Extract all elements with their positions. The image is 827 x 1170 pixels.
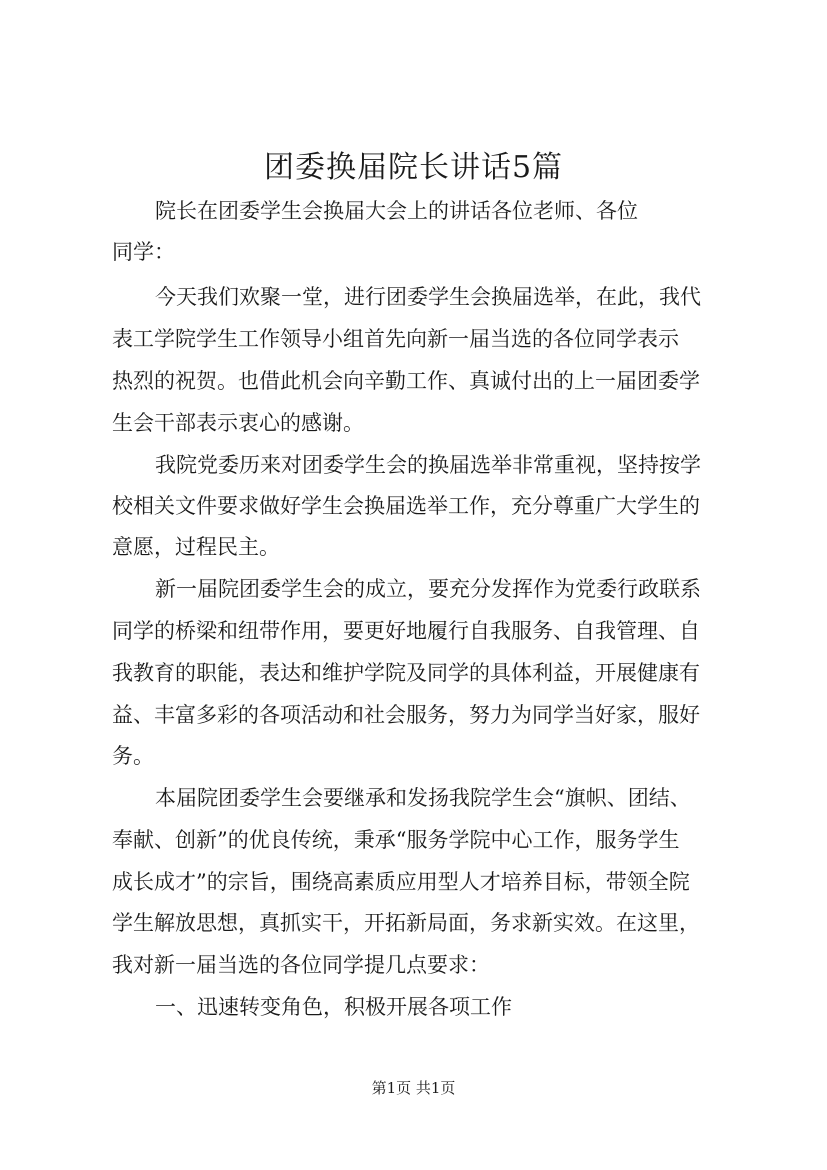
text-line: 奉献、创新”的优良传统，秉承“服务学院中心工作，服务学生: [112, 828, 680, 852]
page-footer: 第1页 共1页: [371, 1079, 456, 1097]
text-line: 生会干部表示衷心的感谢。: [112, 411, 364, 435]
text-line: 院长在团委学生会换届大会上的讲话各位老师、各位: [155, 199, 638, 223]
text-line: 益、丰富多彩的各项活动和社会服务，努力为同学当好家，服好: [112, 703, 700, 727]
text-line: 意愿，过程民主。: [112, 535, 280, 559]
text-line: 成长成才”的宗旨，围绕高素质应用型人才培养目标，带领全院: [112, 870, 690, 894]
text-line: 一、迅速转变角色，积极开展各项工作: [155, 995, 512, 1019]
text-line: 校相关文件要求做好学生会换届选举工作，充分尊重广大学生的: [112, 494, 700, 518]
text-line: 务。: [112, 744, 154, 768]
text-line: 学生解放思想，真抓实干，开拓新局面，务求新实效。在这里，: [112, 911, 700, 935]
text-line: 我教育的职能，表达和维护学院及同学的具体利益，开展健康有: [112, 661, 700, 685]
text-line: 新一届院团委学生会的成立，要充分发挥作为党委行政联系: [155, 577, 701, 601]
text-line: 今天我们欢聚一堂，进行团委学生会换届选举，在此，我代: [155, 285, 701, 309]
text-line: 同学：: [112, 240, 175, 264]
text-line: 我对新一届当选的各位同学提几点要求：: [112, 953, 490, 977]
text-line: 本届院团委学生会要继承和发扬我院学生会“旗帜、团结、: [155, 786, 691, 810]
text-line: 表工学院学生工作领导小组首先向新一届当选的各位同学表示: [112, 327, 679, 351]
document-title: 团委换届院长讲话5篇: [263, 150, 564, 185]
text-line: 同学的桥梁和纽带作用，要更好地履行自我服务、自我管理、自: [112, 619, 700, 643]
text-line: 我院党委历来对团委学生会的换届选举非常重视，坚持按学: [155, 453, 701, 477]
text-line: 热烈的祝贺。也借此机会向辛勤工作、真诚付出的上一届团委学: [112, 369, 700, 393]
